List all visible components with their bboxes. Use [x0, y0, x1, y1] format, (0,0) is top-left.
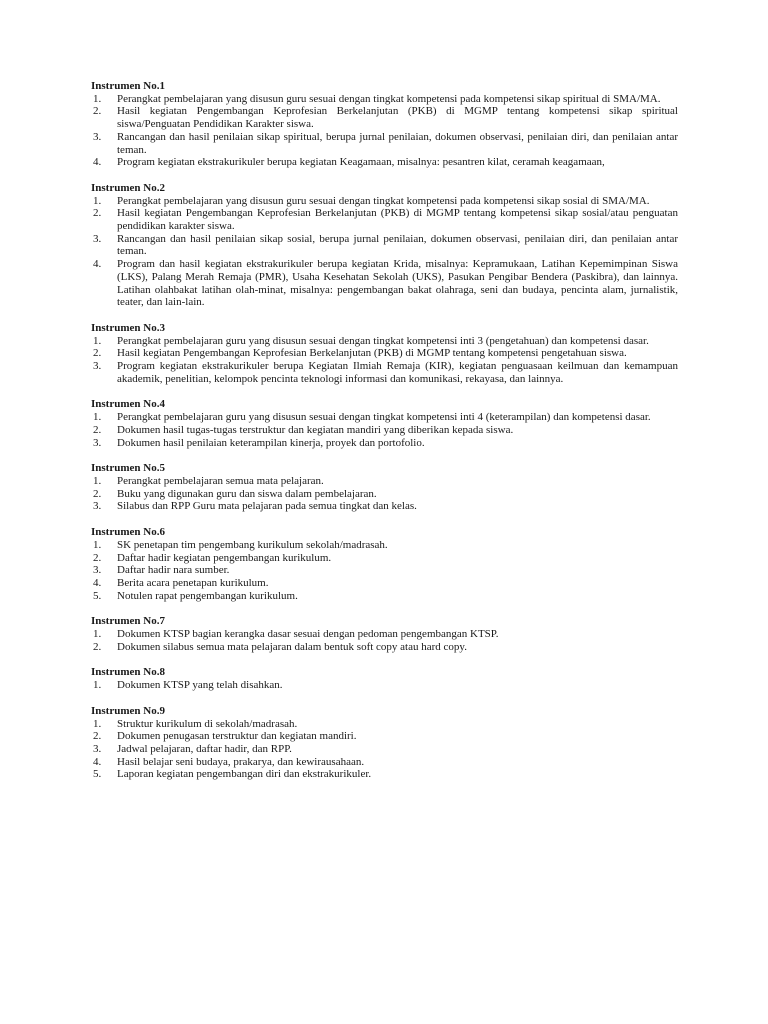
- list-item-number: 5.: [93, 768, 102, 781]
- list-item-text: Struktur kurikulum di sekolah/madrasah.: [117, 717, 298, 730]
- list-item-number: 1.: [93, 628, 102, 641]
- list-item-text: Hasil kegiatan Pengembangan Keprofesian Berkelanjutan (PKB) di MGMP tentang kompetensi sikap sosial/atau penguatan pendidikan karakter siswa.: [117, 207, 678, 233]
- list-item-text: Rancangan dan hasil penilaian sikap sosial, berupa jurnal penilaian, dokumen observasi, penilaian diri, dan penilaian antar teman.: [117, 232, 678, 258]
- list-item-number: 1.: [93, 538, 102, 551]
- list-item-number: 2.: [93, 551, 102, 564]
- list-item-text: Dokumen KTSP yang telah disahkan.: [117, 679, 283, 692]
- list-item: [91, 641, 678, 654]
- list-item: [91, 577, 678, 590]
- list-item: [91, 156, 678, 169]
- list-item-number: 3.: [93, 742, 102, 755]
- list-item: [91, 207, 678, 232]
- list-item: [91, 411, 678, 424]
- list-item: [91, 335, 678, 348]
- numbered-list: [91, 411, 678, 449]
- list-item-number: 2.: [93, 423, 102, 436]
- numbered-list: [91, 195, 678, 309]
- list-item-text: Daftar hadir kegiatan pengembangan kurikulum.: [117, 551, 332, 564]
- document-content: [91, 80, 678, 794]
- list-item-number: 5.: [93, 589, 102, 602]
- list-item: [91, 347, 678, 360]
- instrument-section: [91, 666, 678, 691]
- list-item: [91, 360, 678, 385]
- list-item: [91, 233, 678, 258]
- list-item-text: Berita acara penetapan kurikulum.: [117, 576, 269, 589]
- numbered-list: [91, 628, 678, 653]
- list-item-number: 3.: [93, 130, 102, 143]
- section-title: Instrumen No.4: [91, 398, 165, 411]
- list-item-text: Daftar hadir nara sumber.: [117, 564, 230, 577]
- list-item-text: Dokumen KTSP bagian kerangka dasar sesuai dengan pedoman pengembangan KTSP.: [117, 628, 499, 641]
- list-item: [91, 105, 678, 130]
- list-item-text: Laporan kegiatan pengembangan diri dan ekstrakurikuler.: [117, 768, 372, 781]
- list-item: [91, 500, 678, 513]
- list-item-text: Dokumen penugasan terstruktur dan kegiatan mandiri.: [117, 730, 357, 743]
- section-title: Instrumen No.9: [91, 704, 165, 717]
- list-item-text: Dokumen hasil tugas-tugas terstruktur dan kegiatan mandiri yang diberikan kepada siswa.: [117, 423, 514, 436]
- list-item-number: 2.: [93, 207, 102, 220]
- instrument-section: [91, 398, 678, 449]
- list-item: [91, 590, 678, 603]
- list-item-number: 3.: [93, 436, 102, 449]
- section-title: Instrumen No.5: [91, 462, 165, 475]
- numbered-list: [91, 679, 678, 692]
- list-item-text: Hasil belajar seni budaya, prakarya, dan kewirausahaan.: [117, 755, 365, 768]
- list-item-number: 1.: [93, 679, 102, 692]
- list-item-text: Silabus dan RPP Guru mata pelajaran pada semua tingkat dan kelas.: [117, 500, 417, 513]
- instrument-section: [91, 705, 678, 781]
- list-item: [91, 756, 678, 769]
- section-title: Instrumen No.2: [91, 181, 165, 194]
- numbered-list: [91, 475, 678, 513]
- list-item: [91, 539, 678, 552]
- list-item-number: 2.: [93, 105, 102, 118]
- list-item-text: SK penetapan tim pengembang kurikulum sekolah/madrasah.: [117, 538, 388, 551]
- list-item: [91, 552, 678, 565]
- list-item: [91, 258, 678, 309]
- list-item-text: Program kegiatan ekstrakurikuler berupa Kegiatan Ilmiah Remaja (KIR), kegiatan penguasaan keilmuan dan kemampuan akademik, penelitian, kelompok pencinta teknologi informasi dan komunikasi, rekayasa, dan lainnya.: [117, 360, 678, 385]
- list-item-text: Hasil kegiatan Pengembangan Keprofesian Berkelanjutan (PKB) di MGMP tentang kompetensi pengetahuan siswa.: [117, 347, 627, 360]
- list-item-number: 2.: [93, 640, 102, 653]
- section-title: Instrumen No.3: [91, 321, 165, 334]
- list-item-text: Notulen rapat pengembangan kurikulum.: [117, 589, 298, 602]
- list-item-text: Hasil kegiatan Pengembangan Keprofesian Berkelanjutan (PKB) di MGMP tentang kompetensi sikap spiritual siswa/Penguatan Pendidikan Karakter siswa.: [117, 105, 678, 131]
- list-item-number: 1.: [93, 717, 102, 730]
- list-item: [91, 424, 678, 437]
- section-title: Instrumen No.6: [91, 526, 165, 539]
- list-item: [91, 730, 678, 743]
- instrument-section: [91, 182, 678, 309]
- list-item: [91, 679, 678, 692]
- list-item: [91, 628, 678, 641]
- list-item-text: Perangkat pembelajaran yang disusun guru sesuai dengan tingkat kompetensi pada kompetensi sikap sosial di SMA/MA.: [117, 194, 650, 207]
- instrument-section: [91, 526, 678, 602]
- list-item-number: 3.: [93, 360, 102, 373]
- list-item-text: Dokumen hasil penilaian keterampilan kinerja, proyek dan portofolio.: [117, 436, 425, 449]
- list-item-number: 3.: [93, 232, 102, 245]
- list-item-text: Perangkat pembelajaran semua mata pelajaran.: [117, 474, 324, 487]
- list-item-number: 3.: [93, 500, 102, 513]
- list-item-number: 4.: [93, 755, 102, 768]
- numbered-list: [91, 93, 678, 169]
- list-item-number: 3.: [93, 564, 102, 577]
- list-item: [91, 195, 678, 208]
- list-item-number: 2.: [93, 730, 102, 743]
- list-item-number: 1.: [93, 92, 102, 105]
- list-item-text: Perangkat pembelajaran yang disusun guru sesuai dengan tingkat kompetensi pada kompetensi sikap spiritual di SMA/MA.: [117, 92, 661, 105]
- list-item-number: 2.: [93, 347, 102, 360]
- numbered-list: [91, 718, 678, 782]
- list-item-text: Program kegiatan ekstrakurikuler berupa kegiatan Keagamaan, misalnya: pesantren kilat, ceramah keagamaan,: [117, 156, 605, 169]
- list-item-number: 1.: [93, 474, 102, 487]
- list-item-text: Buku yang digunakan guru dan siswa dalam pembelajaran.: [117, 487, 377, 500]
- numbered-list: [91, 539, 678, 603]
- list-item: [91, 768, 678, 781]
- list-item-text: Program dan hasil kegiatan ekstrakurikuler berupa kegiatan Krida, misalnya: Kepramukaan, Latihan Kepemimpinan Siswa (LKS), Palang Merah Remaja (PMR), Usaha Kesehatan Sekolah (UKS), Pasukan Pengibar Bendera (Paskibra), dan lainnya. Latihan olahbakat latihan olah-minat, misalnya: pengembangan bakat olahraga, seni dan budaya, pencinta alam, jurnalistik, teater, dan lain-lain.: [117, 258, 678, 309]
- list-item-text: Dokumen silabus semua mata pelajaran dalam bentuk soft copy atau hard copy.: [117, 640, 467, 653]
- list-item-number: 1.: [93, 411, 102, 424]
- list-item-text: Perangkat pembelajaran guru yang disusun sesuai dengan tingkat kompetensi inti 3 (pengetahuan) dan kompetensi dasar.: [117, 334, 649, 347]
- list-item-text: Perangkat pembelajaran guru yang disusun sesuai dengan tingkat kompetensi inti 4 (keterampilan) dan kompetensi dasar.: [117, 411, 651, 424]
- numbered-list: [91, 335, 678, 386]
- list-item: [91, 475, 678, 488]
- section-title: Instrumen No.1: [91, 80, 165, 92]
- section-title: Instrumen No.8: [91, 666, 165, 679]
- list-item: [91, 743, 678, 756]
- instrument-section: [91, 615, 678, 653]
- list-item-number: 4.: [93, 156, 102, 169]
- list-item: [91, 564, 678, 577]
- list-item-number: 4.: [93, 258, 102, 271]
- list-item-text: Rancangan dan hasil penilaian sikap spiritual, berupa jurnal penilaian, dokumen observasi, penilaian diri, dan penilaian antar teman.: [117, 130, 678, 156]
- instrument-section: [91, 462, 678, 513]
- list-item-number: 2.: [93, 487, 102, 500]
- list-item: [91, 93, 678, 106]
- list-item-number: 4.: [93, 576, 102, 589]
- section-title: Instrumen No.7: [91, 615, 165, 628]
- list-item: [91, 488, 678, 501]
- list-item-number: 1.: [93, 334, 102, 347]
- list-item: [91, 437, 678, 450]
- list-item-number: 1.: [93, 194, 102, 207]
- list-item: [91, 131, 678, 156]
- instrument-section: [91, 322, 678, 386]
- list-item: [91, 718, 678, 731]
- instrument-section: [91, 80, 678, 169]
- list-item-text: Jadwal pelajaran, daftar hadir, dan RPP.: [117, 742, 292, 755]
